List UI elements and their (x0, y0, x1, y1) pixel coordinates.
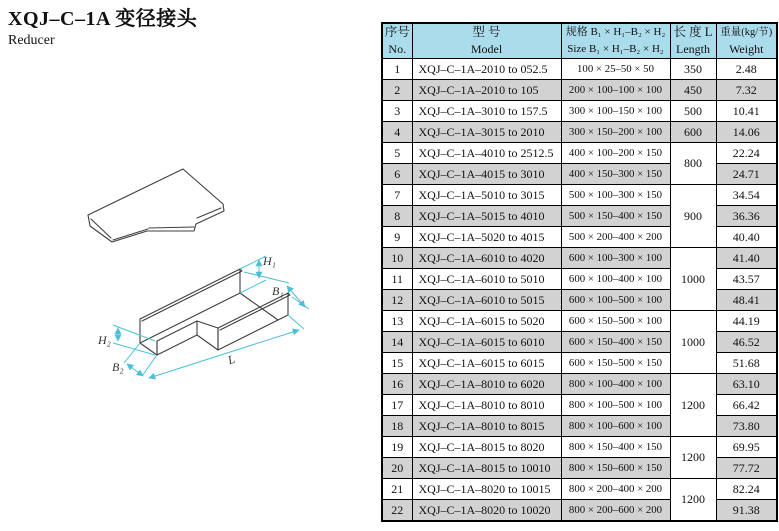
weight-cell: 34.54 (716, 185, 777, 206)
dimension-lines (113, 256, 309, 378)
model-cell: XQJ–C–1A–5010 to 3015 (412, 185, 561, 206)
reducer-diagram-svg (60, 148, 390, 448)
row-no-cell: 4 (382, 122, 412, 143)
table-row (382, 122, 777, 143)
row-no-cell: 1 (382, 59, 412, 80)
model-cell: XQJ–C–1A–2010 to 052.5 (412, 59, 561, 80)
weight-cell: 10.41 (716, 101, 777, 122)
model-cell: XQJ–C–1A–6010 to 5015 (412, 290, 561, 311)
table-row (382, 185, 777, 206)
length-cell: 500 (670, 101, 716, 122)
length-cell: 1000 (670, 311, 716, 374)
size-cell: 600 × 100–500 × 100 (561, 290, 670, 311)
size-cell: 800 × 150–400 × 150 (561, 437, 670, 458)
model-cell: XQJ–C–1A–8020 to 10015 (412, 479, 561, 500)
size-cell: 800 × 200–400 × 200 (561, 479, 670, 500)
spec-table (381, 22, 778, 522)
table-row (382, 164, 777, 185)
table-row (382, 353, 777, 374)
row-no-cell: 3 (382, 101, 412, 122)
weight-cell: 43.57 (716, 269, 777, 290)
dim-label-b2: B₂ (112, 360, 124, 374)
spec-table-header (382, 23, 777, 59)
page-title: XQJ–C–1A 变径接头 (8, 8, 198, 30)
model-cell: XQJ–C–1A–3015 to 2010 (412, 122, 561, 143)
table-row (382, 437, 777, 458)
model-cell: XQJ–C–1A–8010 to 6020 (412, 374, 561, 395)
model-cell: XQJ–C–1A–3010 to 157.5 (412, 101, 561, 122)
table-row (382, 80, 777, 101)
row-no-cell: 14 (382, 332, 412, 353)
table-row (382, 143, 777, 164)
table-row (382, 479, 777, 500)
col-header-no-en: No. (388, 42, 407, 56)
length-cell: 450 (670, 80, 716, 101)
size-cell: 500 × 150–400 × 150 (561, 206, 670, 227)
size-cell: 800 × 100–600 × 100 (561, 416, 670, 437)
weight-cell: 73.80 (716, 416, 777, 437)
weight-cell: 36.36 (716, 206, 777, 227)
row-no-cell: 7 (382, 185, 412, 206)
row-no-cell: 11 (382, 269, 412, 290)
table-row (382, 374, 777, 395)
table-row (382, 59, 777, 80)
model-cell: XQJ–C–1A–8015 to 8020 (412, 437, 561, 458)
length-cell: 1200 (670, 374, 716, 437)
col-header-weight (716, 23, 777, 59)
length-cell: 1200 (670, 479, 716, 522)
table-row (382, 206, 777, 227)
size-cell: 200 × 100–100 × 100 (561, 80, 670, 101)
table-row (382, 395, 777, 416)
row-no-cell: 10 (382, 248, 412, 269)
table-row (382, 458, 777, 479)
size-cell: 600 × 150–500 × 150 (561, 353, 670, 374)
model-cell: XQJ–C–1A–6015 to 6015 (412, 353, 561, 374)
title-block (8, 2, 197, 49)
row-no-cell: 18 (382, 416, 412, 437)
length-cell: 1000 (670, 248, 716, 311)
row-no-cell: 19 (382, 437, 412, 458)
size-cell: 800 × 200–600 × 200 (561, 500, 670, 522)
row-no-cell: 5 (382, 143, 412, 164)
cover-plate-outline (88, 169, 224, 242)
row-no-cell: 15 (382, 353, 412, 374)
dim-label-h1: H₁ (263, 254, 276, 268)
col-header-length (670, 23, 716, 59)
col-header-weight-en: Weight (729, 42, 764, 56)
model-cell: XQJ–C–1A–6015 to 5020 (412, 311, 561, 332)
size-cell: 600 × 100–300 × 100 (561, 248, 670, 269)
table-row (382, 500, 777, 522)
size-cell: 100 × 25–50 × 50 (561, 59, 670, 80)
dim-label-b1: B₁ (272, 284, 284, 298)
weight-cell: 77.72 (716, 458, 777, 479)
length-cell: 1200 (670, 437, 716, 479)
length-cell: 350 (670, 59, 716, 80)
table-row (382, 227, 777, 248)
dim-label-h2: H₂ (98, 333, 111, 347)
weight-cell: 69.95 (716, 437, 777, 458)
header-row (382, 23, 777, 59)
row-no-cell: 8 (382, 206, 412, 227)
page-subtitle: Reducer (8, 33, 55, 48)
weight-cell: 46.52 (716, 332, 777, 353)
weight-cell: 40.40 (716, 227, 777, 248)
row-no-cell: 6 (382, 164, 412, 185)
length-cell: 800 (670, 143, 716, 185)
dim-label-l: L (226, 351, 237, 368)
col-header-no (382, 23, 412, 59)
reducer-diagram (60, 148, 390, 448)
model-cell: XQJ–C–1A–8010 to 8015 (412, 416, 561, 437)
table-row (382, 269, 777, 290)
size-cell: 800 × 100–500 × 100 (561, 395, 670, 416)
weight-cell: 7.32 (716, 80, 777, 101)
model-cell: XQJ–C–1A–4010 to 2512.5 (412, 143, 561, 164)
model-cell: XQJ–C–1A–8020 to 10020 (412, 500, 561, 522)
table-row (382, 416, 777, 437)
length-cell: 600 (670, 122, 716, 143)
row-no-cell: 13 (382, 311, 412, 332)
col-header-size-en: Size B₁ × H₁–B₂ × H₂ (567, 43, 664, 55)
model-cell: XQJ–C–1A–4015 to 3010 (412, 164, 561, 185)
table-row (382, 332, 777, 353)
weight-cell: 82.24 (716, 479, 777, 500)
model-cell: XQJ–C–1A–6010 to 4020 (412, 248, 561, 269)
col-header-length-zh: 长 度 L (673, 25, 713, 39)
table-row (382, 290, 777, 311)
weight-cell: 66.42 (716, 395, 777, 416)
weight-cell: 91.38 (716, 500, 777, 522)
row-no-cell: 20 (382, 458, 412, 479)
weight-cell: 41.40 (716, 248, 777, 269)
col-header-size-zh: 规格 B₁ × H₁–B₂ × H₂ (565, 26, 666, 38)
row-no-cell: 17 (382, 395, 412, 416)
tray-body-outline (140, 269, 290, 355)
row-no-cell: 2 (382, 80, 412, 101)
row-no-cell: 9 (382, 227, 412, 248)
weight-cell: 14.06 (716, 122, 777, 143)
table-row (382, 248, 777, 269)
size-cell: 800 × 100–400 × 100 (561, 374, 670, 395)
size-cell: 500 × 200–400 × 200 (561, 227, 670, 248)
table-row (382, 311, 777, 332)
row-no-cell: 12 (382, 290, 412, 311)
length-cell: 900 (670, 185, 716, 248)
table-row (382, 101, 777, 122)
size-cell: 500 × 100–300 × 150 (561, 185, 670, 206)
size-cell: 300 × 150–200 × 100 (561, 122, 670, 143)
weight-cell: 51.68 (716, 353, 777, 374)
weight-cell: 44.19 (716, 311, 777, 332)
col-header-no-zh: 序号 (384, 25, 410, 39)
model-cell: XQJ–C–1A–2010 to 105 (412, 80, 561, 101)
size-cell: 600 × 150–400 × 150 (561, 332, 670, 353)
spec-table-body (382, 59, 777, 522)
col-header-model-zh: 型 号 (472, 25, 501, 39)
weight-cell: 63.10 (716, 374, 777, 395)
weight-cell: 48.41 (716, 290, 777, 311)
size-cell: 600 × 100–400 × 100 (561, 269, 670, 290)
weight-cell: 2.48 (716, 59, 777, 80)
model-cell: XQJ–C–1A–6010 to 5010 (412, 269, 561, 290)
col-header-model (412, 23, 561, 59)
size-cell: 300 × 100–150 × 100 (561, 101, 670, 122)
col-header-size (561, 23, 670, 59)
weight-cell: 24.71 (716, 164, 777, 185)
size-cell: 800 × 150–600 × 150 (561, 458, 670, 479)
row-no-cell: 22 (382, 500, 412, 522)
model-cell: XQJ–C–1A–5020 to 4015 (412, 227, 561, 248)
model-cell: XQJ–C–1A–5015 to 4010 (412, 206, 561, 227)
size-cell: 600 × 150–500 × 100 (561, 311, 670, 332)
model-cell: XQJ–C–1A–8015 to 10010 (412, 458, 561, 479)
col-header-model-en: Model (470, 42, 503, 56)
col-header-length-en: Length (676, 42, 710, 56)
row-no-cell: 21 (382, 479, 412, 500)
model-cell: XQJ–C–1A–6015 to 6010 (412, 332, 561, 353)
col-header-weight-zh: 重量(kg/节) (720, 27, 773, 38)
model-cell: XQJ–C–1A–8010 to 8010 (412, 395, 561, 416)
size-cell: 400 × 100–200 × 150 (561, 143, 670, 164)
size-cell: 400 × 150–300 × 150 (561, 164, 670, 185)
weight-cell: 22.24 (716, 143, 777, 164)
row-no-cell: 16 (382, 374, 412, 395)
